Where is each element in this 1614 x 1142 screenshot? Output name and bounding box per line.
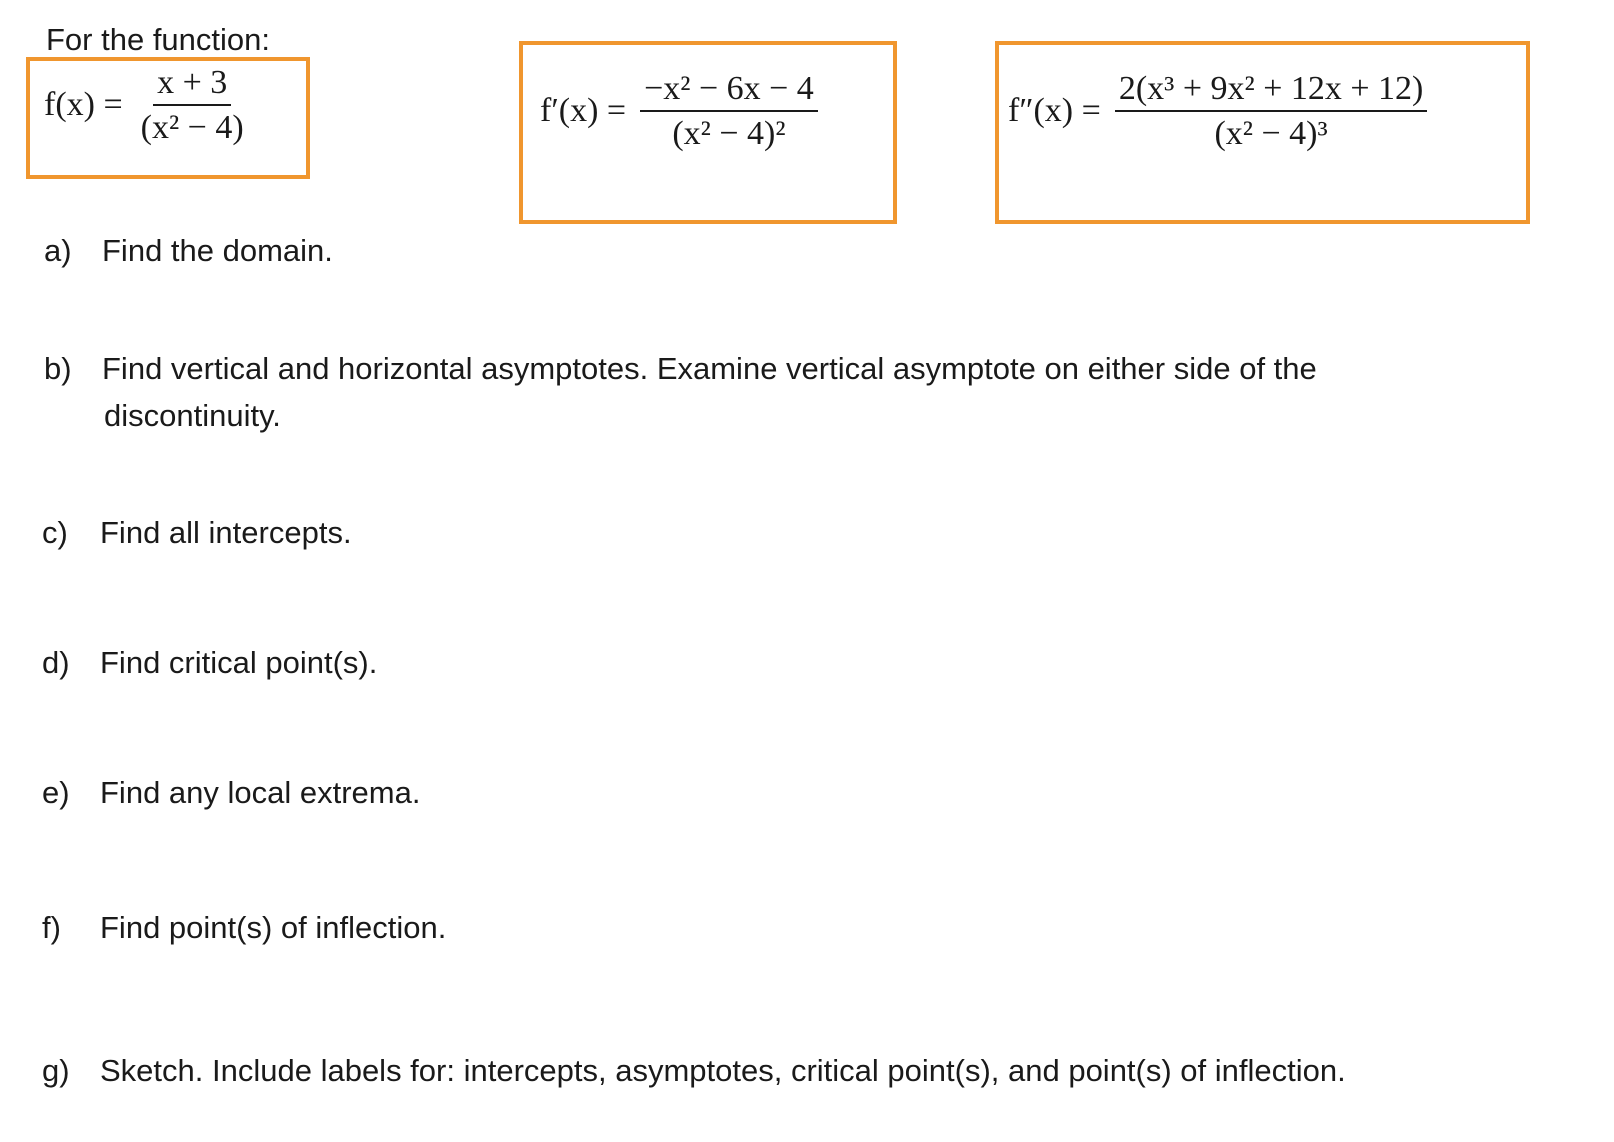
function-lhs: f(x) = bbox=[44, 86, 123, 124]
question-text: Find vertical and horizontal asymptotes. Examine vertical asymptote on either side of the bbox=[102, 351, 1317, 386]
function-fraction bbox=[137, 63, 248, 147]
question-f bbox=[42, 905, 446, 952]
intro-text: For the function: bbox=[46, 22, 271, 57]
first-derivative-lhs: f′(x) = bbox=[540, 92, 627, 130]
second-derivative-numerator: 2(x³ + 9x² + 12x + 12) bbox=[1115, 69, 1428, 112]
question-letter: e) bbox=[42, 775, 70, 810]
question-g bbox=[42, 1048, 1346, 1095]
question-text: Find the domain. bbox=[102, 233, 333, 268]
question-letter: g) bbox=[42, 1053, 70, 1088]
first-derivative-denominator: (x² − 4)² bbox=[672, 115, 786, 153]
first-derivative-fraction bbox=[640, 69, 818, 153]
question-d bbox=[42, 640, 377, 687]
question-text-continued: discontinuity. bbox=[104, 397, 281, 433]
question-e bbox=[42, 770, 420, 817]
question-letter: c) bbox=[42, 515, 68, 550]
second-derivative-denominator: (x² − 4)³ bbox=[1214, 115, 1328, 153]
question-letter: f) bbox=[42, 910, 61, 945]
question-text: Sketch. Include labels for: intercepts, asymptotes, critical point(s), and point(s) of inflection. bbox=[100, 1053, 1346, 1088]
question-letter: b) bbox=[44, 351, 72, 386]
second-derivative-equation bbox=[1008, 69, 1427, 153]
function-numerator: x + 3 bbox=[153, 63, 231, 106]
question-letter: d) bbox=[42, 645, 70, 680]
question-letter: a) bbox=[44, 233, 72, 268]
function-denominator: (x² − 4) bbox=[140, 109, 244, 147]
question-a bbox=[44, 228, 333, 275]
question-text: Find critical point(s). bbox=[100, 645, 378, 680]
question-text: Find any local extrema. bbox=[100, 775, 421, 810]
question-text: Find all intercepts. bbox=[100, 515, 352, 550]
function-equation bbox=[44, 63, 248, 147]
question-b bbox=[44, 346, 1317, 439]
question-text: Find point(s) of inflection. bbox=[100, 910, 447, 945]
second-derivative-lhs: f″(x) = bbox=[1008, 92, 1101, 130]
question-c bbox=[42, 510, 352, 557]
first-derivative-equation bbox=[540, 69, 818, 153]
first-derivative-numerator: −x² − 6x − 4 bbox=[640, 69, 818, 112]
second-derivative-fraction bbox=[1115, 69, 1428, 153]
